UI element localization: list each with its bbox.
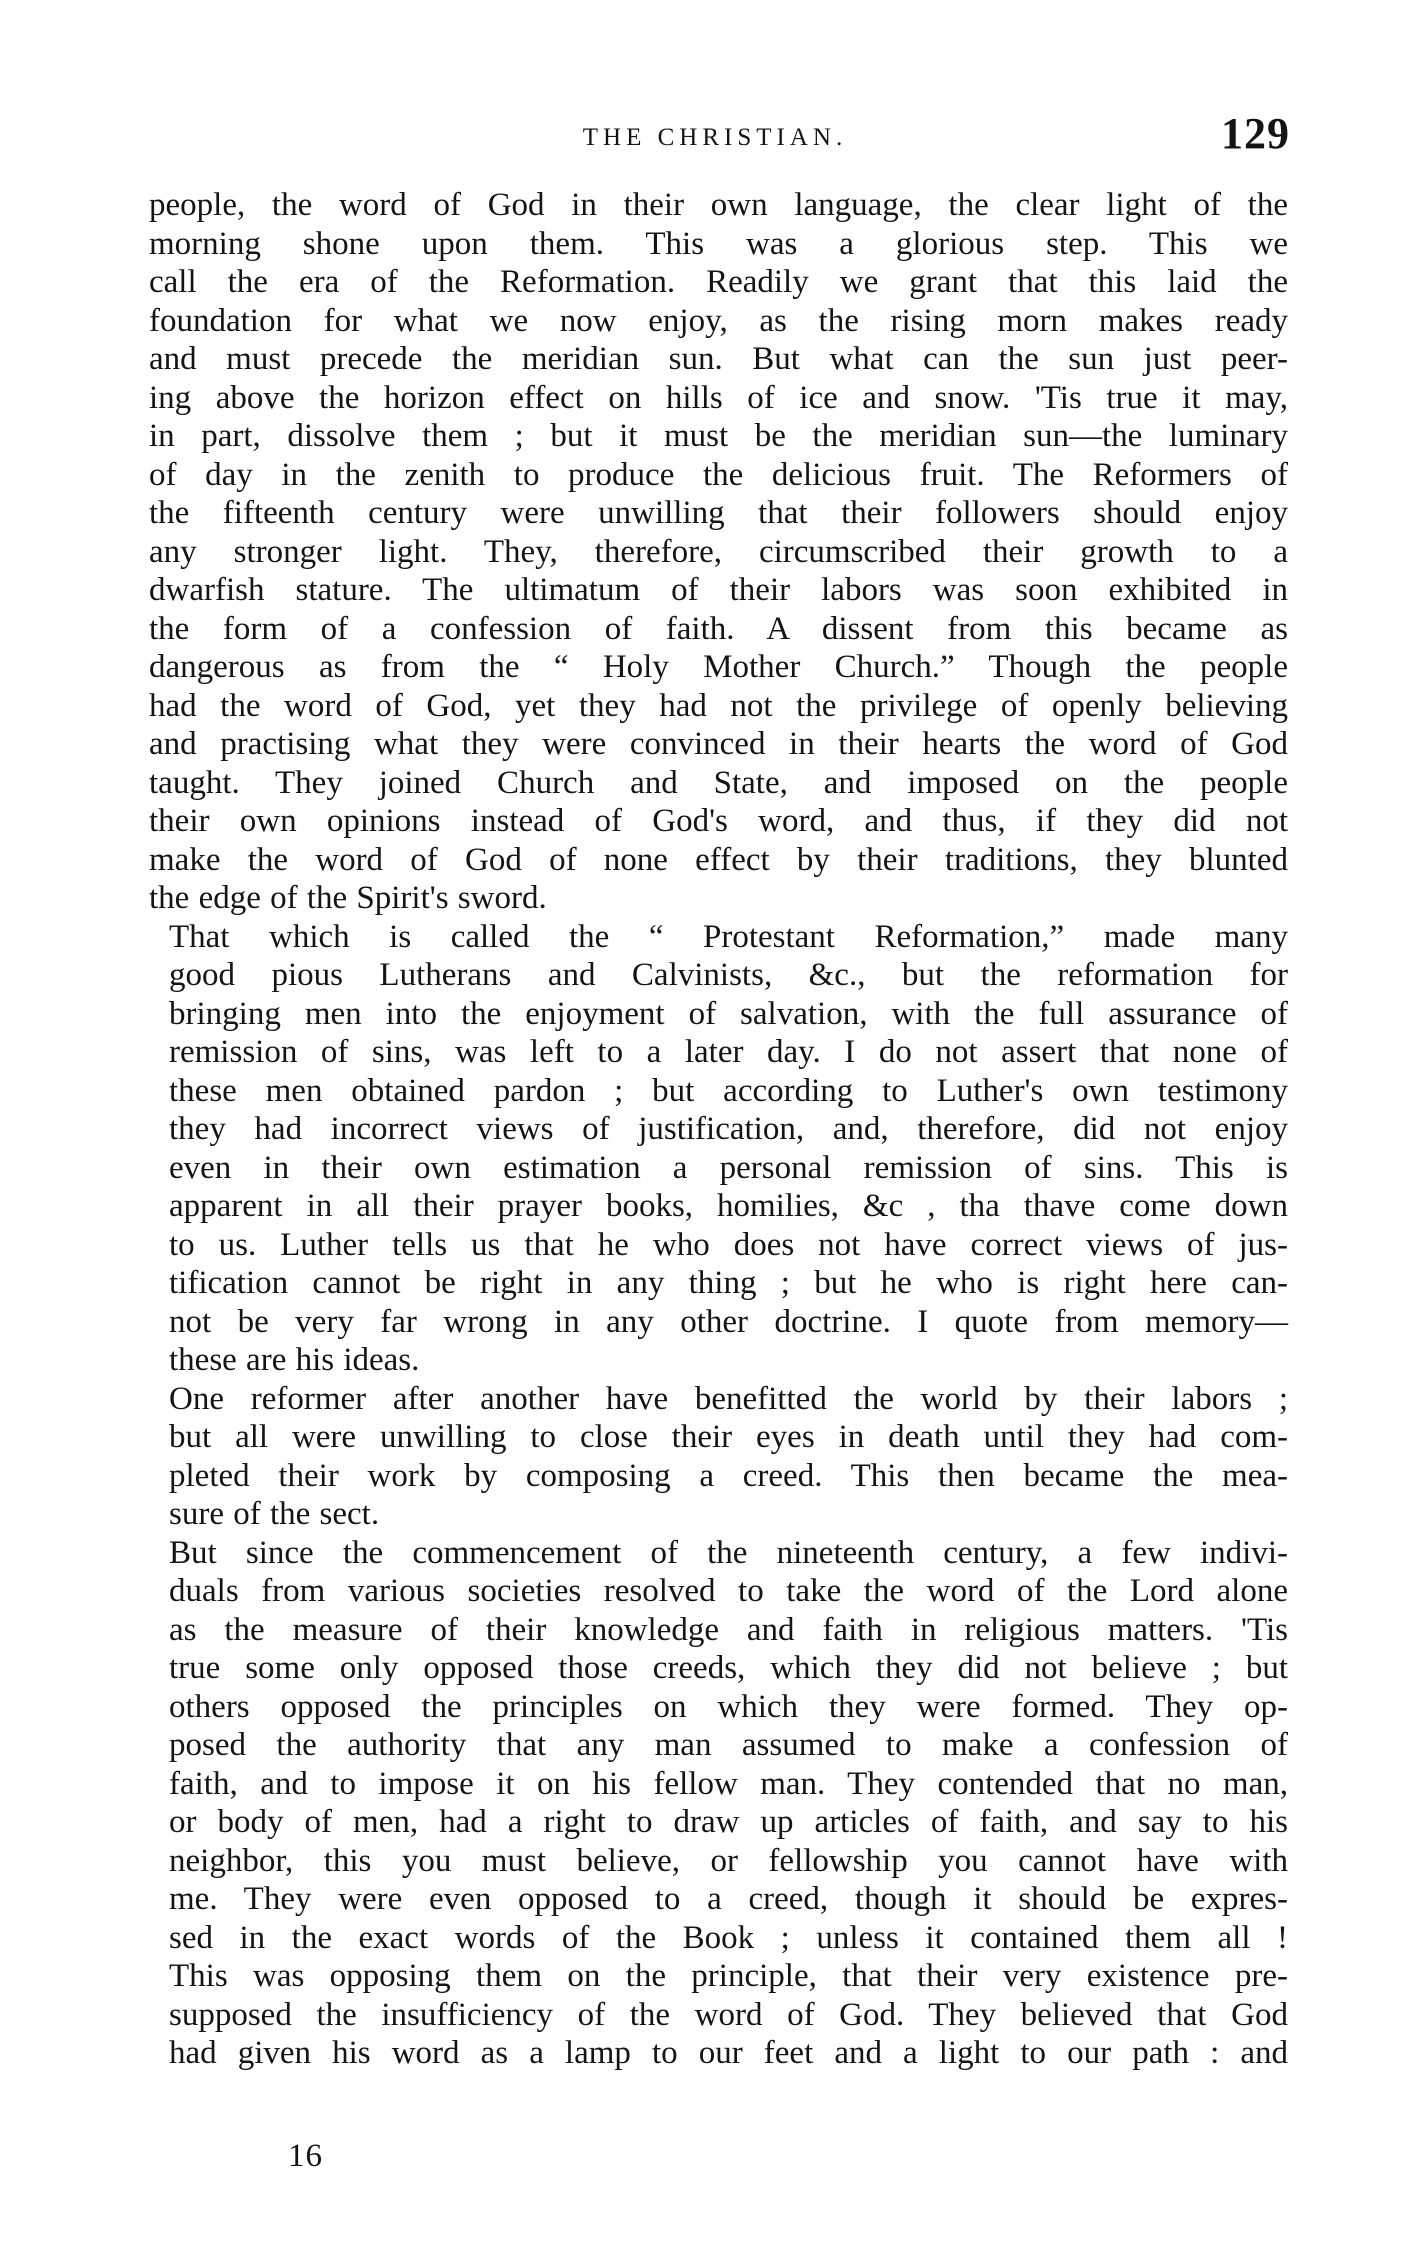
text-line: me. They were even opposed to a creed, though it should be expres- xyxy=(169,1881,1288,1917)
text-line: but all were unwilling to close their eyes in death until they had com- xyxy=(169,1419,1288,1455)
text-line: posed the authority that any man assumed to make a confession of xyxy=(169,1727,1288,1763)
text-line: the fifteenth century were unwilling that their followers should enjoy xyxy=(149,495,1288,531)
text-line: these men obtained pardon ; but according to Luther's own testimony xyxy=(169,1072,1288,1109)
text-line: dwarfish stature. The ultimatum of their labors was soon exhibited in xyxy=(149,572,1288,608)
text-line: even in their own estimation a personal remission of sins. This is xyxy=(169,1149,1288,1186)
text-line: But since the commencement of the nineteenth century, a few indivi- xyxy=(169,1534,1288,1571)
paragraph-1 xyxy=(149,186,1288,918)
text-line: bringing men into the enjoyment of salvation, with the full assurance of xyxy=(169,995,1288,1032)
text-line: remission of sins, was left to a later day. I do not assert that none of xyxy=(169,1034,1288,1070)
text-line: others opposed the principles on which they were formed. They op- xyxy=(169,1688,1288,1725)
text-line: in part, dissolve them ; but it must be the meridian sun—the luminary xyxy=(149,418,1288,454)
text-line: they had incorrect views of justification, and, therefore, did not enjoy xyxy=(169,1111,1288,1147)
text-line: morning shone upon them. This was a glorious step. This we xyxy=(149,225,1288,262)
text-line: people, the word of God in their own language, the clear light of the xyxy=(149,187,1288,223)
text-line: call the era of the Reformation. Readily we grant that this laid the xyxy=(149,264,1288,300)
text-line: apparent in all their prayer books, homilies, &c , tha thave come down xyxy=(169,1188,1288,1224)
text-line: duals from various societies resolved to take the word of the Lord alone xyxy=(169,1573,1288,1609)
text-line: of day in the zenith to produce the delicious fruit. The Reformers of xyxy=(149,456,1288,493)
text-line: ing above the horizon effect on hills of ice and snow. 'Tis true it may, xyxy=(149,379,1288,416)
text-line: good pious Lutherans and Calvinists, &c., but the reformation for xyxy=(169,957,1288,993)
running-title: THE CHRISTIAN. xyxy=(582,124,848,151)
text-line: This was opposing them on the principle, that their very existence pre- xyxy=(169,1958,1288,1994)
text-line: to us. Luther tells us that he who does not have correct views of jus- xyxy=(169,1226,1288,1263)
text-line: make the word of God of none effect by their traditions, they blunted xyxy=(149,841,1288,878)
text-line: That which is called the “ Protestant Reformation,” made many xyxy=(169,918,1288,955)
text-line: true some only opposed those creeds, which they did not believe ; but xyxy=(169,1650,1288,1686)
paragraph-2 xyxy=(149,918,1288,1380)
text-line: tification cannot be right in any thing ; but he who is right here can- xyxy=(169,1265,1288,1301)
text-line: the form of a confession of faith. A dissent from this became as xyxy=(149,610,1288,647)
text-line: not be very far wrong in any other doctrine. I quote from memory— xyxy=(169,1303,1288,1340)
text-line: faith, and to impose it on his fellow man. They contended that no man, xyxy=(169,1765,1288,1802)
text-line: sed in the exact words of the Book ; unless it contained them all ! xyxy=(169,1919,1288,1956)
text-line: taught. They joined Church and State, and imposed on the people xyxy=(149,764,1288,801)
text-line: their own opinions instead of God's word, and thus, if they did not xyxy=(149,803,1288,839)
text-line: neighbor, this you must believe, or fellowship you cannot have with xyxy=(169,1842,1288,1879)
text-line: supposed the insufficiency of the word of God. They believed that God xyxy=(169,1996,1288,2033)
signature-mark: 16 xyxy=(288,2138,323,2174)
paragraph-4 xyxy=(149,1534,1288,2073)
text-line: these are his ideas. xyxy=(169,1342,420,1378)
text-line: and practising what they were convinced in their hearts the word of God xyxy=(149,726,1288,762)
page-number: 129 xyxy=(1221,109,1290,158)
text-line: as the measure of their knowledge and faith in religious matters. 'Tis xyxy=(169,1611,1288,1648)
text-line: any stronger light. They, therefore, circumscribed their growth to a xyxy=(149,533,1288,570)
paragraph-3 xyxy=(149,1380,1288,1534)
text-line: pleted their work by composing a creed. This then became the mea- xyxy=(169,1457,1288,1494)
text-line: One reformer after another have benefitted the world by their labors ; xyxy=(169,1380,1288,1417)
running-head xyxy=(140,108,1290,158)
text-line: sure of the sect. xyxy=(169,1496,380,1532)
text-line: and must precede the meridian sun. But what can the sun just peer- xyxy=(149,341,1288,377)
text-line: had given his word as a lamp to our feet and a light to our path : and xyxy=(169,2035,1288,2071)
body-text xyxy=(149,186,1288,2073)
text-line: dangerous as from the “ Holy Mother Church.” Though the people xyxy=(149,649,1288,685)
text-line: or body of men, had a right to draw up articles of faith, and say to his xyxy=(169,1804,1288,1840)
text-line: the edge of the Spirit's sword. xyxy=(149,880,547,916)
text-line: foundation for what we now enjoy, as the rising morn makes ready xyxy=(149,302,1288,339)
text-line: had the word of God, yet they had not the privilege of openly believing xyxy=(149,687,1288,724)
